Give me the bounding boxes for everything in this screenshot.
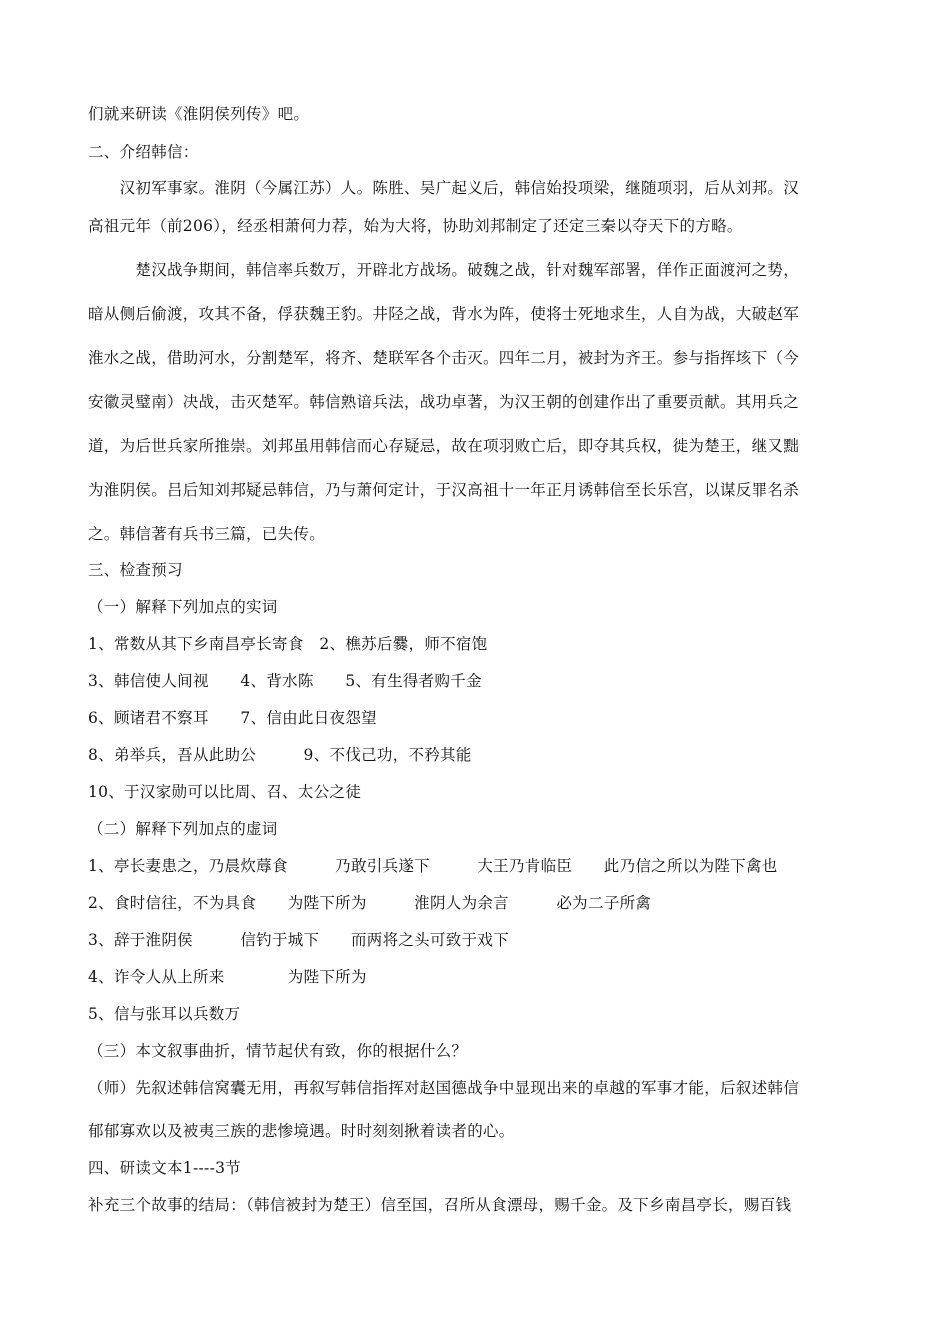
text-line: （师）先叙述韩信窝囊无用，再叙写韩信指挥对赵国德战争中显现出来的卓越的军事才能，后叙述韩信 (88, 1079, 800, 1097)
text-line: 3、韩信使人间视 4、背水陈 5、有生得者购千金 (88, 672, 482, 690)
sub-heading: （一）解释下列加点的实词 (88, 598, 278, 616)
text-line: 郁郁寡欢以及被夷三族的悲惨境遇。时时刻刻揪着读者的心。 (88, 1122, 515, 1140)
text-line: 1、亭长妻患之，乃晨炊蓐食 乃敢引兵遂下 大王乃肯临臣 此乃信之所以为陛下禽也 (88, 857, 778, 875)
text-line: 1、常数从其下乡南昌亭长寄食 2、樵苏后爨，师不宿饱 (88, 635, 488, 653)
text-line: 4、诈令人从上所来 为陛下所为 (88, 968, 367, 986)
text-line: 6、顾诸君不察耳 7、信由此日夜怨望 (88, 709, 377, 727)
text-line: 之。韩信著有兵书三篇，已失传。 (88, 525, 326, 543)
section-heading: 四、研读文本1----3节 (88, 1159, 242, 1177)
sub-heading: （三）本文叙事曲折，情节起伏有致，你的根据什么？ (88, 1042, 468, 1060)
text-line: 3、辞于淮阴侯 信钓于城下 而两将之头可致于戏下 (88, 931, 509, 949)
section-heading: 二、介绍韩信： (88, 143, 199, 161)
text-line: 暗从侧后偷渡，攻其不备，俘获魏王豹。井陉之战，背水为阵，使将士死地求生，人自为战，大破赵军 (88, 305, 800, 323)
sub-heading: （二）解释下列加点的虚词 (88, 820, 278, 838)
text-line: 们就来研读《淮阴侯列传》吧。 (88, 105, 310, 123)
text-line: 安徽灵璧南）决战，击灭楚军。韩信熟谙兵法，战功卓著，为汉王朝的创建作出了重要贡献。其用兵之 (88, 393, 800, 411)
text-line: 10、于汉家勋可以比周、召、太公之徒 (88, 783, 362, 801)
text-line: 高祖元年（前206），经丞相萧何力荐，始为大将，协助刘邦制定了还定三秦以夺天下的方略。 (88, 217, 743, 235)
section-heading: 三、检查预习 (88, 561, 183, 579)
text-line: 为淮阴侯。吕后知刘邦疑忌韩信，乃与萧何定计，于汉高祖十一年正月诱韩信至长乐宫，以谋反罪名杀 (88, 481, 800, 499)
text-line: 8、弟举兵，吾从此助公 9、不伐己功，不矜其能 (88, 746, 472, 764)
text-line: 淮水之战，借助河水，分割楚军，将齐、楚联军各个击灭。四年二月，被封为齐王。参与指挥垓下（今 (88, 349, 800, 367)
text-line: 5、信与张耳以兵数万 (88, 1005, 241, 1023)
text-line: 2、食时信往，不为具食 为陛下所为 淮阴人为余言 必为二子所禽 (88, 894, 652, 912)
text-line: 汉初军事家。淮阴（今属江苏）人。陈胜、吴广起义后，韩信始投项梁，继随项羽，后从刘邦。汉 (88, 179, 800, 197)
text-line: 楚汉战争期间，韩信率兵数万，开辟北方战场。破魏之战，针对魏军部署，佯作正面渡河之势， (88, 261, 800, 279)
text-line: 补充三个故事的结局：（韩信被封为楚王）信至国，召所从食漂母，赐千金。及下乡南昌亭长，赐百钱 (88, 1196, 792, 1214)
text-line: 道，为后世兵家所推崇。刘邦虽用韩信而心存疑忌，故在项羽败亡后，即夺其兵权，徙为楚王，继又黜 (88, 437, 800, 455)
